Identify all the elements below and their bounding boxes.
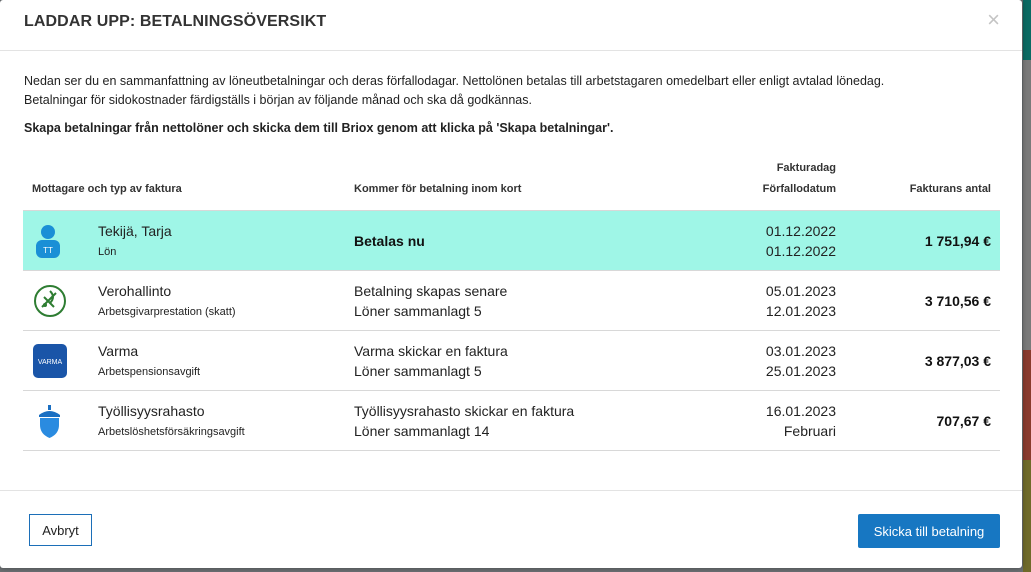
- close-icon[interactable]: ×: [987, 7, 1000, 32]
- recipient-name: Tekijä, Tarja: [98, 223, 172, 239]
- table-row: [23, 211, 1000, 271]
- intro-line-2: Betalningar för sidokostnader färdigställs i början av följande månad och ska då godkännas.: [24, 93, 532, 107]
- due-date: 01.12.2022: [765, 243, 836, 259]
- due-status: Varma skickar en faktura: [354, 343, 508, 359]
- invoice-amount: 707,67 €: [936, 413, 991, 429]
- background-strip: [1023, 460, 1031, 572]
- table-row: [23, 391, 1000, 451]
- due-date: 25.01.2023: [765, 363, 836, 379]
- invoice-amount: 3 877,03 €: [924, 353, 991, 369]
- due-status: Betalning skapas senare: [354, 283, 508, 299]
- invoice-type: Arbetspensionsavgift: [98, 366, 201, 378]
- salary-count: Löner sammanlagt 14: [354, 423, 490, 439]
- salary-count: Löner sammanlagt 5: [354, 303, 482, 319]
- acorn-logo-icon: [32, 403, 68, 439]
- invoice-amount: 3 710,56 €: [924, 293, 991, 309]
- due-status: Betalas nu: [354, 233, 425, 249]
- varma-logo-text: VARMA: [37, 359, 63, 366]
- header-recipient: Mottagare och typ av faktura: [32, 183, 182, 195]
- due-date: Februari: [783, 423, 836, 439]
- payments-table: [23, 157, 1000, 451]
- invoice-type: Lön: [98, 246, 117, 258]
- background-strip: [1023, 350, 1031, 460]
- recipient-name: Verohallinto: [98, 283, 172, 299]
- dialog-header: [0, 0, 1022, 51]
- invoice-amount: 1 751,94 €: [924, 233, 991, 249]
- invoice-date: 16.01.2023: [765, 403, 836, 419]
- invoice-date: 05.01.2023: [765, 283, 836, 299]
- person-initials: TT: [43, 246, 53, 255]
- invoice-date: 01.12.2022: [765, 223, 836, 239]
- header-invoice-date: Fakturadag: [776, 162, 836, 174]
- invoice-date: 03.01.2023: [765, 343, 836, 359]
- cancel-button[interactable]: Avbryt: [29, 514, 92, 546]
- send-to-payment-button[interactable]: Skicka till betalning: [858, 514, 1000, 548]
- background-strip: [1023, 0, 1031, 60]
- header-due: Kommer för betalning inom kort: [354, 183, 522, 195]
- recipient-name: Työllisyysrahasto: [98, 403, 205, 419]
- invoice-type: Arbetsgivarprestation (skatt): [98, 306, 236, 318]
- intro-line-1: Nedan ser du en sammanfattning av löneutbetalningar och deras förfallodagar. Nettolönen betalas till arbetstagaren omedelbart eller enligt avtalad lönedag.: [24, 74, 885, 88]
- person-icon: [32, 223, 68, 259]
- varma-logo-icon: [32, 343, 68, 379]
- header-amount: Fakturans antal: [909, 183, 991, 195]
- table-header: [23, 157, 1000, 211]
- invoice-type: Arbetslöshetsförsäkringsavgift: [98, 426, 245, 438]
- table-row: [23, 271, 1000, 331]
- intro-instruction: Skapa betalningar från nettolöner och skicka dem till Briox genom att klicka på 'Skapa betalningar'.: [24, 121, 614, 135]
- dialog-footer: [0, 490, 1022, 569]
- intro-text: [24, 72, 984, 110]
- due-date: 12.01.2023: [765, 303, 836, 319]
- recipient-name: Varma: [98, 343, 139, 359]
- background-strip: [1023, 60, 1031, 350]
- vero-logo-icon: [32, 283, 68, 319]
- dialog-title: LADDAR UPP: BETALNINGSÖVERSIKT: [24, 13, 327, 30]
- table-row: [23, 331, 1000, 391]
- header-due-date: Förfallodatum: [762, 183, 836, 195]
- due-status: Työllisyysrahasto skickar en faktura: [354, 403, 575, 419]
- salary-count: Löner sammanlagt 5: [354, 363, 482, 379]
